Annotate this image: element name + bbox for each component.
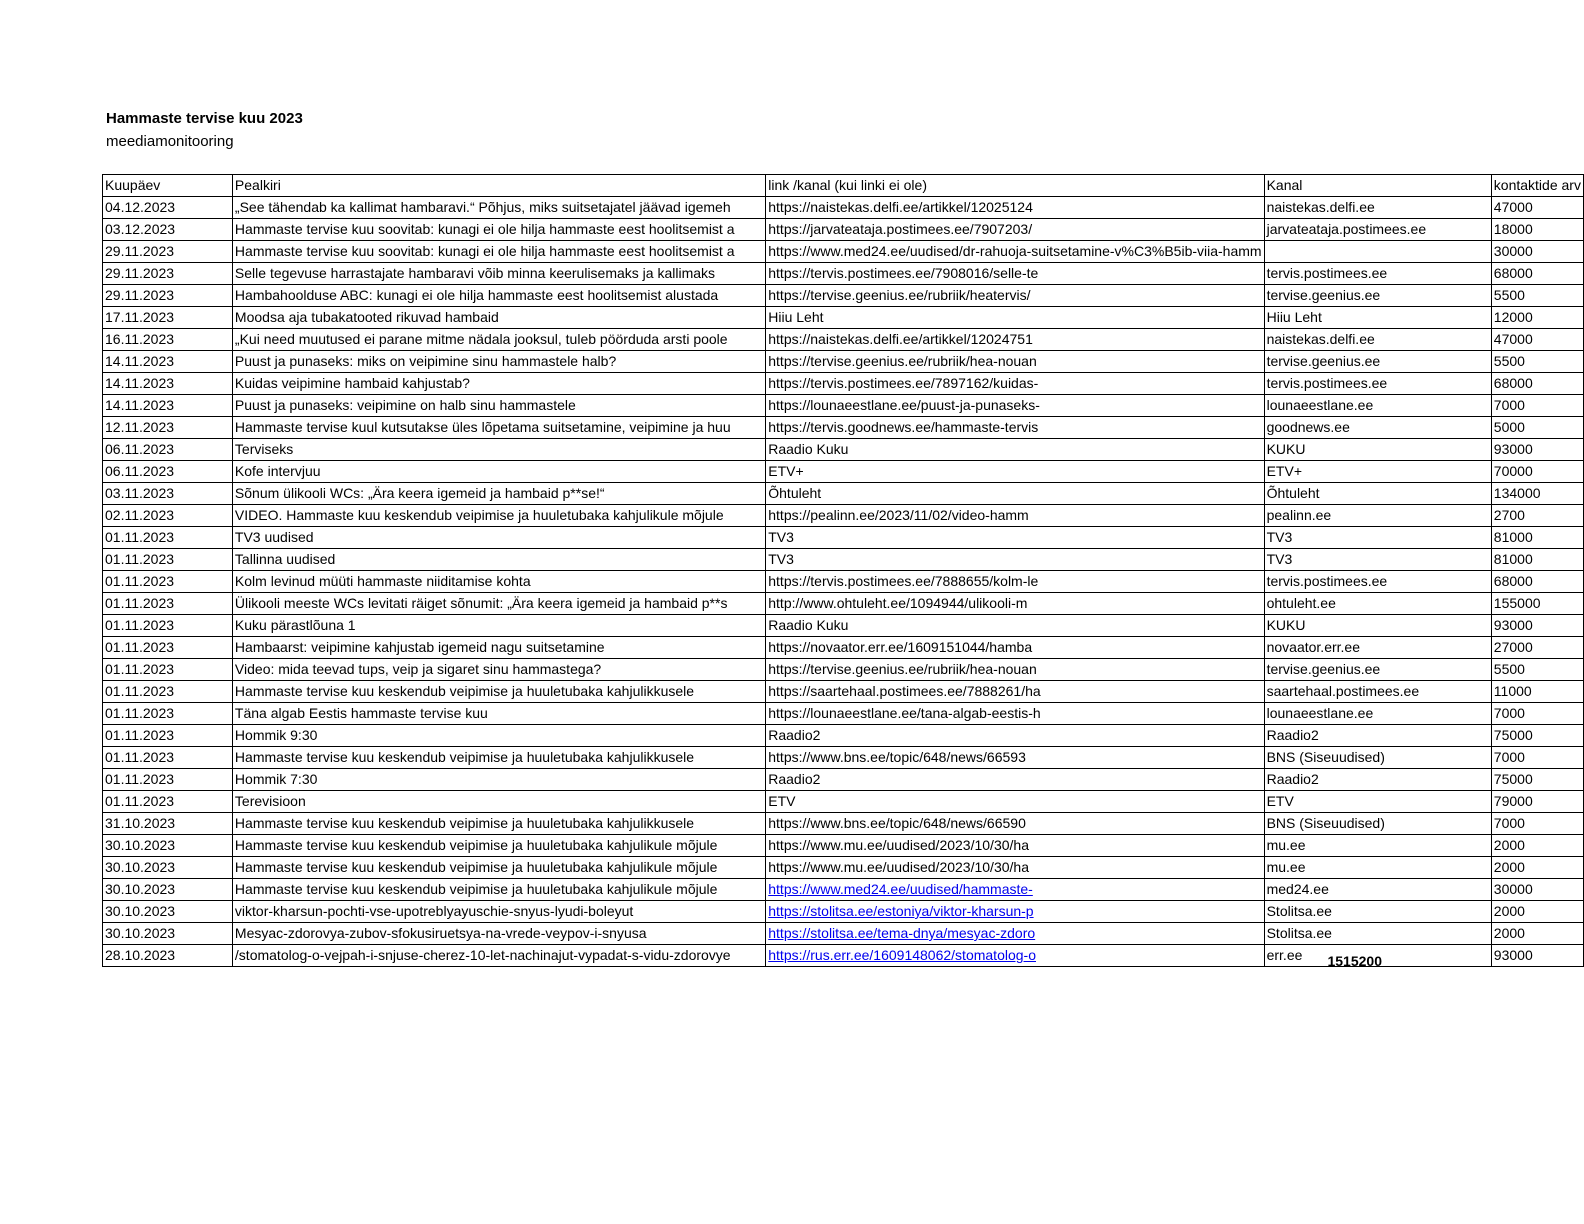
headline-cell: Puust ja punaseks: veipimine on halb sinu hammastele [232, 395, 765, 417]
table-row [103, 483, 1584, 505]
channel-cell: Raadio2 [1264, 769, 1491, 791]
link-cell[interactable]: https://rus.err.ee/1609148062/stomatolog-o [766, 945, 1264, 967]
table-row [103, 615, 1584, 637]
date-cell: 03.12.2023 [103, 219, 233, 241]
contacts-cell: 7000 [1491, 813, 1583, 835]
channel-cell: Raadio2 [1264, 725, 1491, 747]
date-cell: 28.10.2023 [103, 945, 233, 967]
channel-cell: lounaeestlane.ee [1264, 703, 1491, 725]
contacts-cell: 5500 [1491, 351, 1583, 373]
channel-cell: err.ee [1264, 945, 1491, 967]
headline-cell: „Kui need muutused ei parane mitme nädala jooksul, tuleb pöörduda arsti poole [232, 329, 765, 351]
date-cell: 01.11.2023 [103, 571, 233, 593]
link-cell: https://naistekas.delfi.ee/artikkel/12025124 [766, 197, 1264, 219]
headline-cell: Hommik 7:30 [232, 769, 765, 791]
headline-cell: Hammaste tervise kuu soovitab: kunagi ei ole hilja hammaste eest hoolitsemist a [232, 241, 765, 263]
contacts-cell: 2000 [1491, 857, 1583, 879]
contacts-cell: 47000 [1491, 197, 1583, 219]
headline-cell: Kuidas veipimine hambaid kahjustab? [232, 373, 765, 395]
date-cell: 30.10.2023 [103, 901, 233, 923]
headline-cell: „See tähendab ka kallimat hambaravi.“ Põhjus, miks suitsetajatel jäävad igemeh [232, 197, 765, 219]
link-cell: Raadio Kuku [766, 615, 1264, 637]
table-row [103, 681, 1584, 703]
channel-cell: naistekas.delfi.ee [1264, 329, 1491, 351]
date-cell: 14.11.2023 [103, 373, 233, 395]
channel-cell: jarvateataja.postimees.ee [1264, 219, 1491, 241]
contacts-cell: 12000 [1491, 307, 1583, 329]
document-subtitle: meediamonitooring [106, 133, 234, 150]
table-row [103, 329, 1584, 351]
contacts-cell: 68000 [1491, 373, 1583, 395]
link-cell: https://jarvateataja.postimees.ee/7907203/ [766, 219, 1264, 241]
headline-cell: Video: mida teevad tups, veip ja sigaret sinu hammastega? [232, 659, 765, 681]
table-row [103, 549, 1584, 571]
date-cell: 01.11.2023 [103, 659, 233, 681]
date-cell: 14.11.2023 [103, 395, 233, 417]
contacts-cell: 11000 [1491, 681, 1583, 703]
channel-cell: tervis.postimees.ee [1264, 373, 1491, 395]
contacts-cell: 68000 [1491, 263, 1583, 285]
date-cell: 03.11.2023 [103, 483, 233, 505]
channel-cell: goodnews.ee [1264, 417, 1491, 439]
table-row [103, 593, 1584, 615]
headline-cell: Hammaste tervise kuu keskendub veipimise ja huuletubaka kahjulikkusele [232, 813, 765, 835]
date-cell: 30.10.2023 [103, 923, 233, 945]
headline-cell: Ülikooli meeste WCs levitati räiget sõnumit: „Ära keera igemeid ja hambaid p**s [232, 593, 765, 615]
link-cell: https://lounaeestlane.ee/puust-ja-punaseks- [766, 395, 1264, 417]
headline-cell: Hambaarst: veipimine kahjustab igemeid nagu suitsetamine [232, 637, 765, 659]
link-cell: Raadio2 [766, 769, 1264, 791]
table-row [103, 571, 1584, 593]
channel-cell: saartehaal.postimees.ee [1264, 681, 1491, 703]
table-row [103, 769, 1584, 791]
date-cell: 29.11.2023 [103, 285, 233, 307]
date-cell: 01.11.2023 [103, 637, 233, 659]
table-row [103, 197, 1584, 219]
header-channel: Kanal [1264, 175, 1491, 197]
link-cell: https://www.mu.ee/uudised/2023/10/30/ha [766, 835, 1264, 857]
headline-cell: Kuku pärastlõuna 1 [232, 615, 765, 637]
channel-cell: TV3 [1264, 549, 1491, 571]
date-cell: 16.11.2023 [103, 329, 233, 351]
contacts-cell: 2000 [1491, 901, 1583, 923]
contacts-cell: 81000 [1491, 549, 1583, 571]
headline-cell: Kofe intervjuu [232, 461, 765, 483]
table-row [103, 417, 1584, 439]
date-cell: 01.11.2023 [103, 527, 233, 549]
channel-cell: naistekas.delfi.ee [1264, 197, 1491, 219]
contacts-cell: 5500 [1491, 659, 1583, 681]
link-cell: https://www.bns.ee/topic/648/news/66593 [766, 747, 1264, 769]
channel-cell: BNS (Siseuudised) [1264, 747, 1491, 769]
channel-cell: Õhtuleht [1264, 483, 1491, 505]
table-row [103, 439, 1584, 461]
headline-cell: VIDEO. Hammaste kuu keskendub veipimise ja huuletubaka kahjulikule mõjule [232, 505, 765, 527]
table-row [103, 791, 1584, 813]
date-cell: 06.11.2023 [103, 439, 233, 461]
table-row [103, 527, 1584, 549]
date-cell: 30.10.2023 [103, 835, 233, 857]
headline-cell: Selle tegevuse harrastajate hambaravi võib minna keerulisemaks ja kallimaks [232, 263, 765, 285]
table-body [103, 197, 1584, 967]
table-row [103, 747, 1584, 769]
table-header-row [103, 175, 1584, 197]
link-cell: https://naistekas.delfi.ee/artikkel/12024751 [766, 329, 1264, 351]
date-cell: 14.11.2023 [103, 351, 233, 373]
link-cell: TV3 [766, 549, 1264, 571]
link-cell: http://www.ohtuleht.ee/1094944/ulikooli-m [766, 593, 1264, 615]
headline-cell: Puust ja punaseks: miks on veipimine sinu hammastele halb? [232, 351, 765, 373]
contacts-cell: 93000 [1491, 439, 1583, 461]
table-row [103, 395, 1584, 417]
date-cell: 01.11.2023 [103, 725, 233, 747]
channel-cell: mu.ee [1264, 857, 1491, 879]
link-cell[interactable]: https://www.med24.ee/uudised/hammaste- [766, 879, 1264, 901]
date-cell: 02.11.2023 [103, 505, 233, 527]
date-cell: 29.11.2023 [103, 241, 233, 263]
contacts-cell: 75000 [1491, 769, 1583, 791]
date-cell: 01.11.2023 [103, 681, 233, 703]
channel-cell: tervise.geenius.ee [1264, 351, 1491, 373]
link-cell: Raadio Kuku [766, 439, 1264, 461]
link-cell: https://www.mu.ee/uudised/2023/10/30/ha [766, 857, 1264, 879]
table-row [103, 637, 1584, 659]
channel-cell: TV3 [1264, 527, 1491, 549]
link-cell: https://tervise.geenius.ee/rubriik/heatervis/ [766, 285, 1264, 307]
channel-cell: mu.ee [1264, 835, 1491, 857]
contacts-cell: 2000 [1491, 923, 1583, 945]
contacts-total: 1515200 [1327, 953, 1382, 969]
contacts-cell: 7000 [1491, 747, 1583, 769]
date-cell: 01.11.2023 [103, 791, 233, 813]
table-row [103, 307, 1584, 329]
headline-cell: Hammaste tervise kuu keskendub veipimise ja huuletubaka kahjulikkusele [232, 681, 765, 703]
channel-cell: pealinn.ee [1264, 505, 1491, 527]
contacts-cell: 30000 [1491, 241, 1583, 263]
table-row [103, 923, 1584, 945]
headline-cell: /stomatolog-o-vejpah-i-snjuse-cherez-10-let-nachinajut-vypadat-s-vidu-zdorovye [232, 945, 765, 967]
contacts-cell: 68000 [1491, 571, 1583, 593]
date-cell: 01.11.2023 [103, 549, 233, 571]
headline-cell: Hammaste tervise kuu keskendub veipimise ja huuletubaka kahjulikule mõjule [232, 879, 765, 901]
link-cell: https://tervise.geenius.ee/rubriik/hea-nouan [766, 659, 1264, 681]
link-cell[interactable]: https://stolitsa.ee/estoniya/viktor-kharsun-p [766, 901, 1264, 923]
date-cell: 01.11.2023 [103, 769, 233, 791]
link-cell: https://lounaeestlane.ee/tana-algab-eestis-h [766, 703, 1264, 725]
channel-cell: KUKU [1264, 615, 1491, 637]
table-row [103, 857, 1584, 879]
table-row [103, 505, 1584, 527]
table-row [103, 351, 1584, 373]
link-cell: https://tervis.postimees.ee/7888655/kolm-le [766, 571, 1264, 593]
table-row [103, 879, 1584, 901]
link-cell: TV3 [766, 527, 1264, 549]
headline-cell: Moodsa aja tubakatooted rikuvad hambaid [232, 307, 765, 329]
link-cell: ETV+ [766, 461, 1264, 483]
link-cell: https://www.med24.ee/uudised/dr-rahuoja-suitsetamine-v%C3%B5ib-viia-hamm [766, 241, 1264, 263]
contacts-cell: 93000 [1491, 615, 1583, 637]
headline-cell: Hammaste tervise kuu keskendub veipimise ja huuletubaka kahjulikule mõjule [232, 857, 765, 879]
date-cell: 31.10.2023 [103, 813, 233, 835]
date-cell: 29.11.2023 [103, 263, 233, 285]
contacts-cell: 47000 [1491, 329, 1583, 351]
headline-cell: Hammaste tervise kuul kutsutakse üles lõpetama suitsetamine, veipimine ja huu [232, 417, 765, 439]
link-cell[interactable]: https://stolitsa.ee/tema-dnya/mesyac-zdoro [766, 923, 1264, 945]
table-row [103, 219, 1584, 241]
headline-cell: Hammaste tervise kuu keskendub veipimise ja huuletubaka kahjulikule mõjule [232, 835, 765, 857]
table-row [103, 901, 1584, 923]
channel-cell: lounaeestlane.ee [1264, 395, 1491, 417]
headline-cell: Hammaste tervise kuu keskendub veipimise ja huuletubaka kahjulikkusele [232, 747, 765, 769]
contacts-cell: 5000 [1491, 417, 1583, 439]
headline-cell: Kolm levinud müüti hammaste niiditamise kohta [232, 571, 765, 593]
contacts-cell: 155000 [1491, 593, 1583, 615]
headline-cell: Hommik 9:30 [232, 725, 765, 747]
contacts-cell: 27000 [1491, 637, 1583, 659]
date-cell: 01.11.2023 [103, 703, 233, 725]
contacts-cell: 134000 [1491, 483, 1583, 505]
table-row [103, 373, 1584, 395]
link-cell: ETV [766, 791, 1264, 813]
link-cell: https://www.bns.ee/topic/648/news/66590 [766, 813, 1264, 835]
link-cell: https://pealinn.ee/2023/11/02/video-hamm [766, 505, 1264, 527]
media-monitoring-table [102, 174, 1584, 967]
date-cell: 01.11.2023 [103, 593, 233, 615]
channel-cell: ETV [1264, 791, 1491, 813]
channel-cell: ohtuleht.ee [1264, 593, 1491, 615]
headline-cell: Terviseks [232, 439, 765, 461]
table-row [103, 813, 1584, 835]
document-title: Hammaste tervise kuu 2023 [106, 110, 303, 127]
contacts-cell: 7000 [1491, 703, 1583, 725]
contacts-cell: 70000 [1491, 461, 1583, 483]
headline-cell: Täna algab Eestis hammaste tervise kuu [232, 703, 765, 725]
link-cell: https://tervis.postimees.ee/7908016/selle-te [766, 263, 1264, 285]
channel-cell: med24.ee [1264, 879, 1491, 901]
link-cell: Hiiu Leht [766, 307, 1264, 329]
headline-cell: viktor-kharsun-pochti-vse-upotreblyayuschie-snyus-lyudi-boleyut [232, 901, 765, 923]
header-date: Kuupäev [103, 175, 233, 197]
channel-cell: KUKU [1264, 439, 1491, 461]
table-row [103, 703, 1584, 725]
headline-cell: Hammaste tervise kuu soovitab: kunagi ei ole hilja hammaste eest hoolitsemist a [232, 219, 765, 241]
table-row [103, 725, 1584, 747]
date-cell: 06.11.2023 [103, 461, 233, 483]
channel-cell: Stolitsa.ee [1264, 923, 1491, 945]
link-cell: Raadio2 [766, 725, 1264, 747]
table-row [103, 285, 1584, 307]
channel-cell: ETV+ [1264, 461, 1491, 483]
contacts-cell: 7000 [1491, 395, 1583, 417]
headline-cell: Tallinna uudised [232, 549, 765, 571]
link-cell: https://tervis.postimees.ee/7897162/kuidas- [766, 373, 1264, 395]
table-row [103, 461, 1584, 483]
headline-cell: Sõnum ülikooli WCs: „Ära keera igemeid ja hambaid p**se!“ [232, 483, 765, 505]
contacts-cell: 18000 [1491, 219, 1583, 241]
contacts-cell: 2700 [1491, 505, 1583, 527]
headline-cell: Hambahoolduse ABC: kunagi ei ole hilja hammaste eest hoolitsemist alustada [232, 285, 765, 307]
contacts-cell: 81000 [1491, 527, 1583, 549]
channel-cell: Hiiu Leht [1264, 307, 1491, 329]
link-cell: https://novaator.err.ee/1609151044/hamba [766, 637, 1264, 659]
table-row [103, 241, 1584, 263]
contacts-cell: 30000 [1491, 879, 1583, 901]
headline-cell: Mesyac-zdorovya-zubov-sfokusiruetsya-na-vrede-veypov-i-snyusa [232, 923, 765, 945]
date-cell: 12.11.2023 [103, 417, 233, 439]
channel-cell [1264, 241, 1491, 263]
date-cell: 30.10.2023 [103, 857, 233, 879]
table-row [103, 263, 1584, 285]
date-cell: 01.11.2023 [103, 747, 233, 769]
date-cell: 30.10.2023 [103, 879, 233, 901]
channel-cell: BNS (Siseuudised) [1264, 813, 1491, 835]
contacts-cell: 93000 [1491, 945, 1583, 967]
link-cell: Õhtuleht [766, 483, 1264, 505]
link-cell: https://tervise.geenius.ee/rubriik/hea-nouan [766, 351, 1264, 373]
contacts-cell: 5500 [1491, 285, 1583, 307]
link-cell: https://saartehaal.postimees.ee/7888261/ha [766, 681, 1264, 703]
channel-cell: tervis.postimees.ee [1264, 571, 1491, 593]
date-cell: 01.11.2023 [103, 615, 233, 637]
table-row [103, 659, 1584, 681]
contacts-cell: 75000 [1491, 725, 1583, 747]
channel-cell: tervis.postimees.ee [1264, 263, 1491, 285]
channel-cell: Stolitsa.ee [1264, 901, 1491, 923]
date-cell: 04.12.2023 [103, 197, 233, 219]
headline-cell: TV3 uudised [232, 527, 765, 549]
contacts-cell: 79000 [1491, 791, 1583, 813]
table-row [103, 835, 1584, 857]
channel-cell: tervise.geenius.ee [1264, 659, 1491, 681]
contacts-cell: 2000 [1491, 835, 1583, 857]
header-headline: Pealkiri [232, 175, 765, 197]
channel-cell: tervise.geenius.ee [1264, 285, 1491, 307]
channel-cell: novaator.err.ee [1264, 637, 1491, 659]
date-cell: 17.11.2023 [103, 307, 233, 329]
headline-cell: Terevisioon [232, 791, 765, 813]
link-cell: https://tervis.goodnews.ee/hammaste-tervis [766, 417, 1264, 439]
header-contacts: kontaktide arv [1491, 175, 1583, 197]
header-link: link /kanal (kui linki ei ole) [766, 175, 1264, 197]
